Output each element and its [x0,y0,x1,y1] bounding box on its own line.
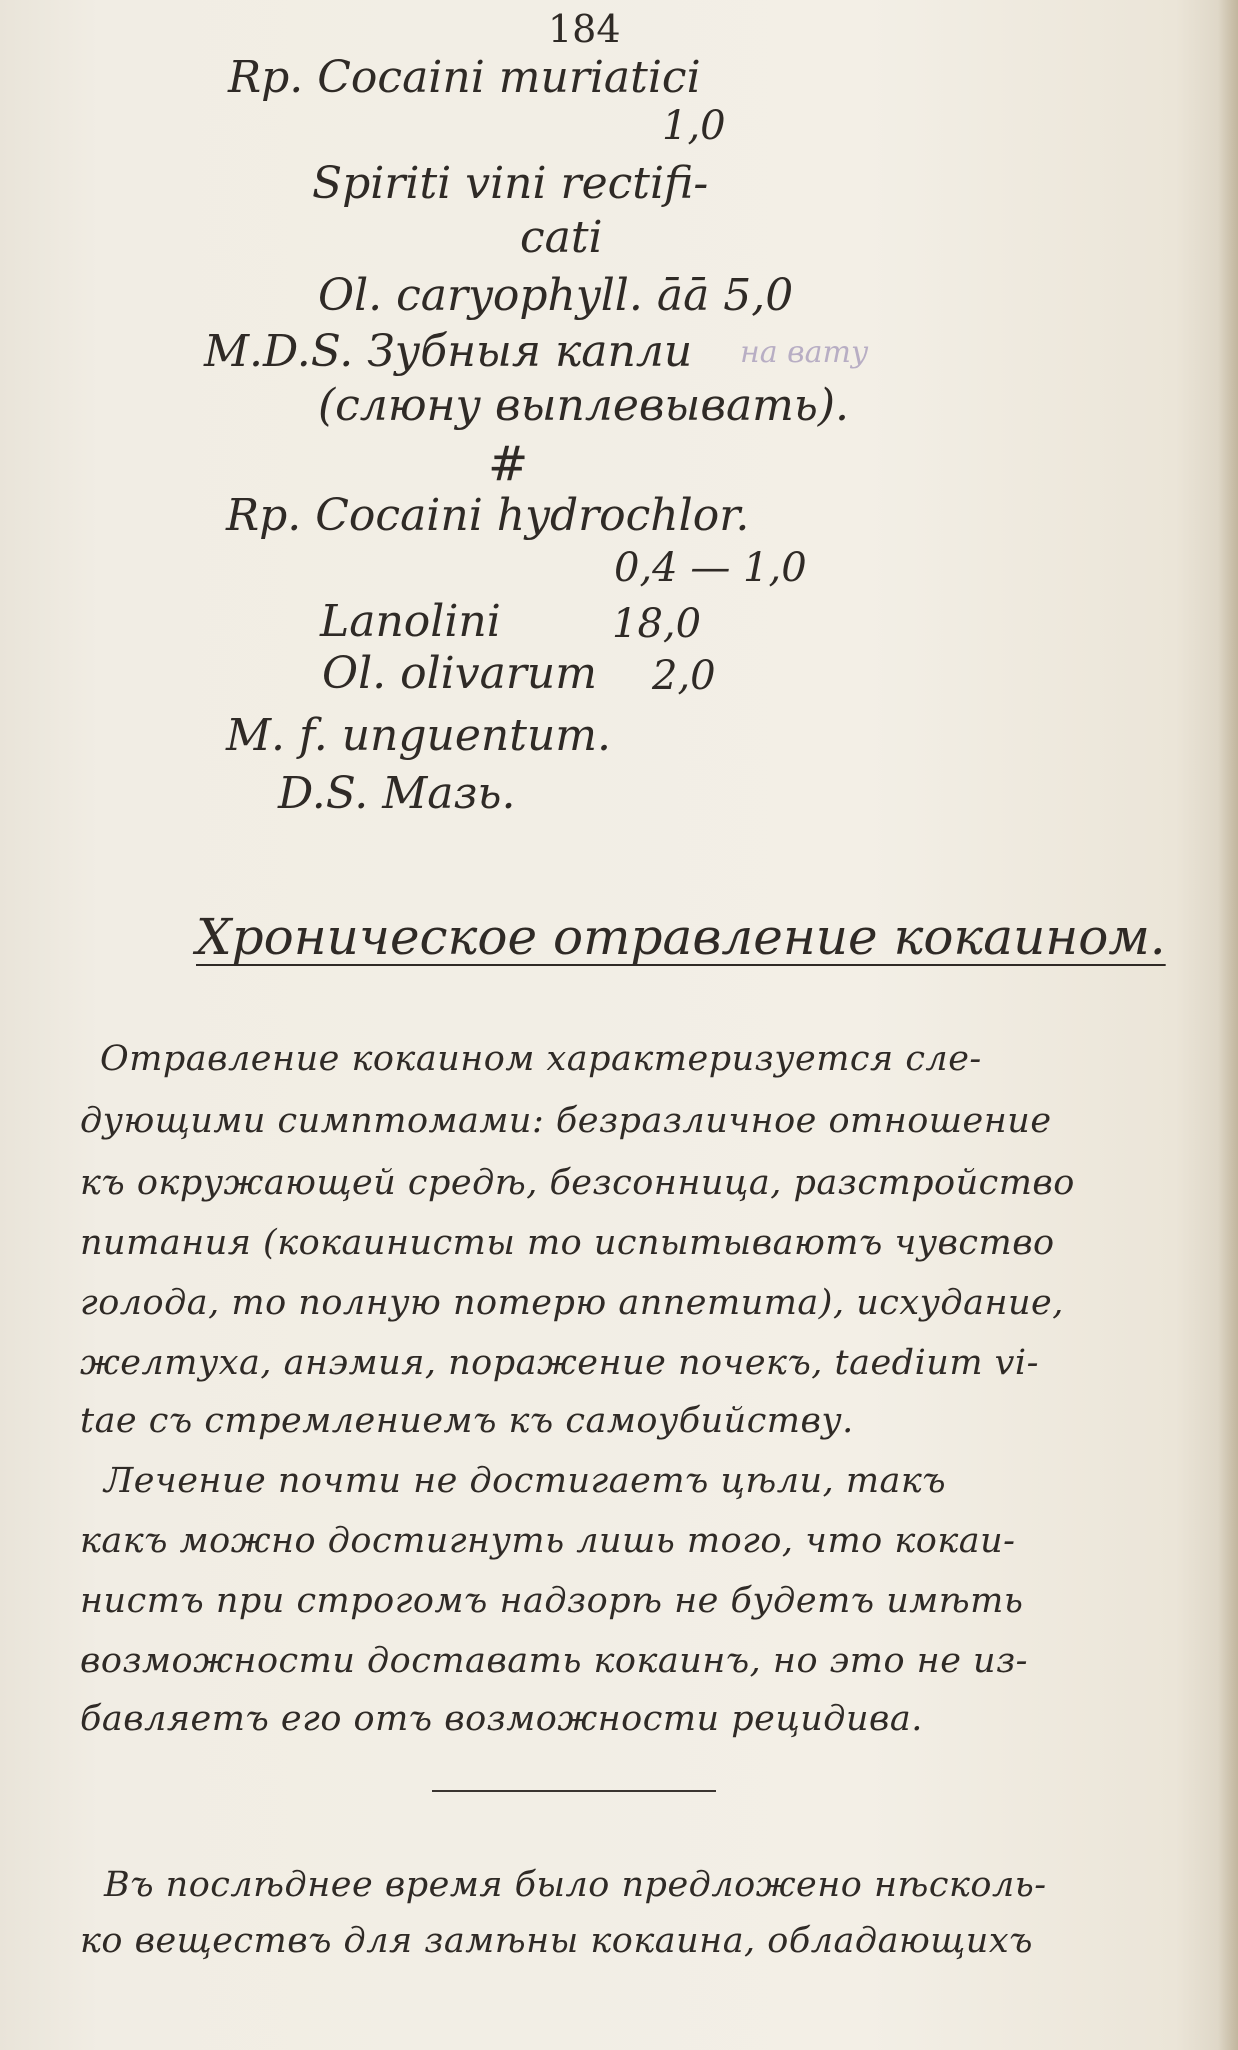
rx-amount: 2,0 [652,653,716,699]
rx-amount: 0,4 — 1,0 [614,545,807,591]
text-line: желтуха, анэмия, поражение почекъ, taedium vi- [80,1343,1039,1383]
rx-ingredient: Ol. olivarum [322,648,597,699]
text-line: возможности доставать кокаинъ, но это не из- [80,1641,1029,1681]
page-number: 184 [548,7,621,51]
page-edge-shadow [1218,0,1238,2050]
rx-line: cati [520,212,603,263]
text-line: ко веществъ для замѣны кокаина, обладающихъ [80,1921,1033,1961]
rx-line: Rp. Cocaini hydrochlor. [226,490,750,541]
separator-mark: # [488,436,529,492]
rx-amount: 18,0 [612,601,702,647]
section-divider [432,1790,716,1792]
text-line: Отравление кокаином характеризуется сле- [100,1039,982,1079]
text-line: голода, то полную потерю аппетита), исхудание, [80,1283,1064,1323]
text-line: какъ можно достигнуть лишь того, что кокаи- [80,1521,1016,1561]
rx-amount: 1,0 [662,103,726,149]
text-line: дующими симптомами: безразличное отношение [80,1101,1052,1141]
text-line: Лечение почти не достигаетъ цѣли, такъ [104,1461,947,1501]
text-line: питания (кокаинисты то испытываютъ чувство [80,1223,1055,1263]
marginal-note: на вату [740,335,869,370]
rx-line: M. f. unguentum. [226,710,611,761]
rx-line: Ol. caryophyll. āā 5,0 [318,270,794,321]
section-heading: Хроническое отравление кокаином. [196,908,1166,966]
text-line: нистъ при строгомъ надзорѣ не будетъ имѣть [80,1581,1024,1621]
rx-line: Spiriti vini rectifi- [312,158,709,209]
rx-signa: M.D.S. Зубныя капли [204,326,693,377]
rx-signa: (слюну выплевывать). [318,380,850,431]
rx-signa: D.S. Мазь. [278,768,516,819]
text-line: tae съ стремлениемъ къ самоубийству. [80,1401,854,1441]
rx-line: Rp. Cocaini muriatici [228,52,701,103]
text-line: бавляетъ его отъ возможности рецидива. [80,1699,923,1739]
text-line: Въ послѣднее время было предложено нѣсколь- [104,1865,1047,1905]
text-line: къ окружающей средѣ, безсонница, разстройство [80,1163,1075,1203]
rx-ingredient: Lanolini [320,596,501,647]
